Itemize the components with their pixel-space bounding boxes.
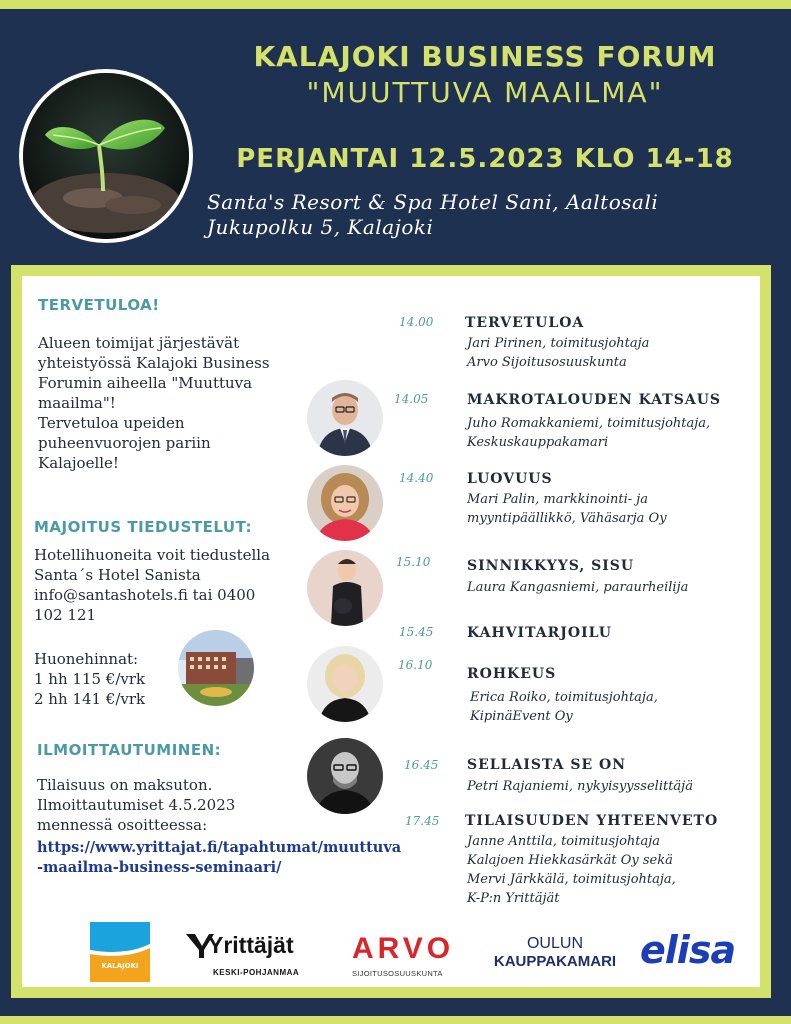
- bottom-accent-bar: [0, 1016, 791, 1024]
- lodging-text: [34, 545, 270, 625]
- hotel-image: [178, 630, 254, 706]
- program-time: 14.40: [399, 471, 434, 485]
- program-desc-line: Arvo Sijoitusosuuskunta: [467, 355, 627, 370]
- arvo-logo: [350, 932, 460, 982]
- seedling-image: [23, 73, 189, 239]
- venue-address: Jukupolku 5, Kalajoki: [207, 215, 434, 239]
- welcome-line: puheenvuorojen pariin: [38, 434, 211, 452]
- program-time: 15.45: [399, 625, 434, 639]
- welcome-line: Alueen toimijat järjestävät: [38, 334, 240, 352]
- program-title: LUOVUUS: [467, 471, 553, 487]
- venue-line: Santa's Resort & Spa Hotel Sani, Aaltosali: [207, 190, 659, 214]
- price-heading: Huonehinnat:: [34, 650, 139, 668]
- program-title: SINNIKKYYS, SISU: [467, 558, 635, 574]
- program-title: SELLAISTA SE ON: [467, 757, 627, 773]
- yrittajat-logo-text: Yrittäjät: [208, 932, 294, 958]
- program-title: KAHVITARJOILU: [467, 625, 612, 641]
- registration-line: Ilmoittautumiset 4.5.2023: [37, 796, 236, 814]
- registration-line: Tilaisuus on maksuton.: [37, 776, 213, 794]
- welcome-line: yhteistyössä Kalajoki Business: [38, 354, 270, 372]
- lodging-line: Hotellihuoneita voit tiedustella: [34, 546, 271, 564]
- lodging-line: info@santashotels.fi tai 0400: [34, 586, 256, 604]
- program-desc-line: Mervi Järkkälä, toimitusjohtaja,: [467, 872, 676, 887]
- program-time: 17.45: [405, 814, 440, 828]
- program-desc: [467, 832, 676, 908]
- program-desc: [470, 688, 658, 726]
- oulun-kauppakamari-logo: [490, 935, 620, 975]
- registration-link-line[interactable]: -maailma-business-seminaari/: [37, 859, 282, 876]
- lodging-line: 102 121: [34, 606, 97, 624]
- welcome-text: [38, 333, 270, 473]
- speaker-photo-roiko: [307, 646, 383, 722]
- registration-link[interactable]: [37, 838, 401, 878]
- program-desc-line: Jari Pirinen, toimitusjohtaja: [467, 336, 650, 351]
- speaker-photo-rajaniemi: [307, 738, 383, 814]
- oulun-logo-line1: OULUN: [526, 935, 583, 952]
- elisa-logo-text: elisa: [640, 928, 736, 972]
- lodging-heading: MAJOITUS TIEDUSTELUT:: [34, 518, 252, 536]
- program-time: 15.10: [396, 555, 431, 569]
- price-single: 1 hh 115 €/vrk: [34, 670, 146, 688]
- registration-text: [37, 775, 235, 835]
- program-time: 16.45: [404, 758, 439, 772]
- registration-link-line[interactable]: https://www.yrittajat.fi/tapahtumat/muuttuva: [37, 839, 402, 856]
- program-desc: [467, 578, 688, 597]
- program-desc-line: K-P:n Yrittäjät: [467, 891, 560, 906]
- welcome-heading: TERVETULOA!: [38, 296, 160, 314]
- registration-heading: ILMOITTAUTUMINEN:: [37, 741, 222, 759]
- program-desc-line: myyntipäällikkö, Vähäsarja Oy: [467, 511, 667, 526]
- program-desc-line: Petri Rajaniemi, nykyisyysselittäjä: [467, 779, 693, 794]
- kalajoki-logo-text: KALAJOKI: [101, 962, 139, 970]
- kalajoki-logo: [90, 922, 150, 982]
- top-accent-bar: [0, 0, 791, 9]
- program-desc: [467, 334, 649, 372]
- welcome-line: Tervetuloa upeiden: [38, 414, 185, 432]
- program-desc-line: KipinäEvent Oy: [470, 709, 573, 724]
- speaker-photo-kangasniemi: [307, 550, 383, 626]
- program-desc-line: Erica Roiko, toimitusjohtaja,: [470, 690, 658, 705]
- program-desc-line: Janne Anttila, toimitusjohtaja: [467, 834, 661, 849]
- lodging-line: Santa´s Hotel Sanista: [34, 566, 201, 584]
- speaker-photo-romakkaniemi: [307, 380, 383, 456]
- program-desc-line: Mari Palin, markkinointi- ja: [467, 492, 649, 507]
- welcome-line: Forumin aiheella "Muuttuva: [38, 374, 253, 392]
- room-prices: [34, 649, 145, 709]
- arvo-logo-subtext: SIJOITUSOSUUSKUNTA: [352, 969, 443, 978]
- event-title: KALAJOKI BUSINESS FORUM: [253, 40, 717, 73]
- speaker-photo-palin: [307, 465, 383, 541]
- program-desc-line: Laura Kangasniemi, paraurheilija: [467, 580, 689, 595]
- yrittajat-logo-subtext: KESKI-POHJANMAA: [213, 968, 300, 977]
- event-subtitle: "MUUTTUVA MAAILMA": [306, 76, 664, 109]
- program-desc: [467, 490, 667, 528]
- price-double: 2 hh 141 €/vrk: [34, 690, 146, 708]
- arvo-logo-text: ARVO: [352, 932, 455, 965]
- registration-line: mennessä osoitteessa:: [37, 816, 208, 834]
- program-title: ROHKEUS: [467, 666, 557, 682]
- program-title: TERVETULOA: [465, 315, 585, 331]
- program-desc-line: Keskuskauppakamari: [467, 435, 609, 450]
- welcome-line: maailma"!: [38, 394, 116, 412]
- program-desc-line: Kalajoen Hiekkasärkät Oy sekä: [467, 853, 673, 868]
- program-title: TILAISUUDEN YHTEENVETO: [465, 813, 719, 829]
- yrittajat-logo: [186, 932, 316, 982]
- program-time: 14.00: [399, 315, 434, 329]
- welcome-line: Kalajoelle!: [38, 454, 119, 472]
- program-desc: [467, 414, 710, 452]
- program-desc: [467, 777, 693, 796]
- elisa-logo: [640, 928, 740, 978]
- program-time: 14.05: [394, 392, 429, 406]
- program-title: MAKROTALOUDEN KATSAUS: [467, 392, 722, 408]
- program-desc-line: Juho Romakkaniemi, toimitusjohtaja,: [467, 416, 711, 431]
- event-date: PERJANTAI 12.5.2023 KLO 14-18: [236, 144, 734, 174]
- oulun-logo-line2: KAUPPAKAMARI: [493, 953, 617, 970]
- program-time: 16.10: [398, 658, 433, 672]
- venue: [207, 190, 658, 240]
